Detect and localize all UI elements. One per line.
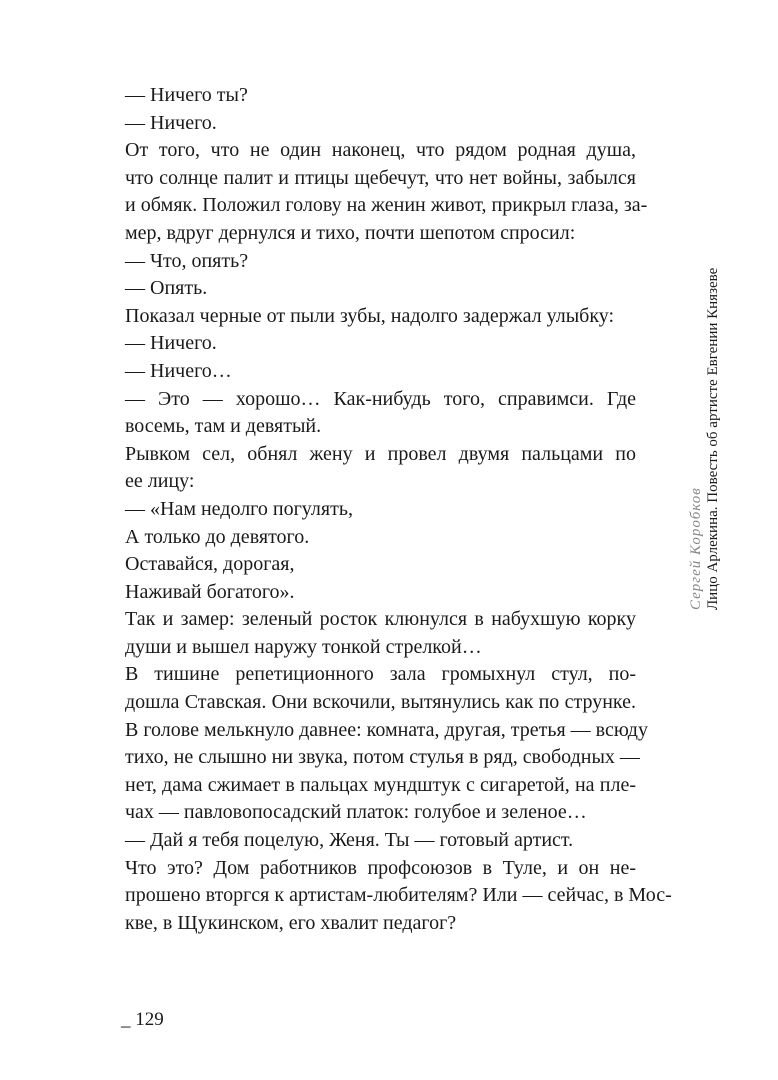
paragraph	[104, 855, 672, 938]
text-line: В голове мелькнуло давнее: комната, другая, третья — всюду	[125, 718, 648, 741]
paragraph: — Ничего ты?	[125, 84, 248, 106]
text-line: и обмяк. Положил голову на женин живот, прикрыл глаза, за-	[125, 194, 648, 217]
paragraph: — Дай я тебя поцелую, Женя. Ты — готовый артист.	[125, 829, 574, 852]
paragraph: — Опять.	[125, 277, 208, 300]
text-line: восемь, там и девятый.	[125, 415, 322, 438]
text-line: мер, вдруг дернулся и тихо, почти шепотом спросил:	[125, 221, 576, 244]
paragraph	[104, 606, 636, 661]
text-line: души и вышел наружу тонкой стрелкой…	[125, 635, 482, 658]
text-line: что солнце палит и птицы щебечут, что нет войны, забылся	[125, 166, 636, 189]
text-line: дошла Ставская. Они вскочили, вытянулись как по струнке.	[125, 691, 636, 714]
text-line: От того, что не один наконец, что рядом родная душа,	[125, 139, 636, 162]
paragraph: — Ничего.	[125, 332, 217, 355]
text-line: Рывком сел, обнял жену и провел двумя пальцами по	[125, 442, 636, 465]
text-line: Что это? Дом работников профсоюзов в Туле, и он не-	[125, 856, 636, 879]
verse-line: Оставайся, дорогая,	[125, 553, 295, 576]
text-line: В тишине репетиционного зала громыхнул стул, по-	[125, 663, 636, 686]
text-line: ее лицу:	[125, 470, 195, 493]
paragraph: — Что, опять?	[125, 249, 249, 272]
text-line: — Это — хорошо… Как-нибудь того, справимси. Где	[125, 387, 636, 410]
paragraph	[104, 441, 636, 496]
paragraph	[104, 661, 648, 827]
running-header-title: Лицо Арлекина. Повесть об артисте Евгении Князеве	[704, 267, 721, 610]
verse-line: — «Нам недолго погулять,	[125, 497, 353, 520]
running-header	[688, 268, 722, 610]
text-line: Так и замер: зеленый росток клюнулся в набухшую корку	[125, 608, 636, 631]
verse-line: А только до девятого.	[125, 525, 310, 548]
paragraph: Показал черные от пыли зубы, надолго задержал улыбку:	[125, 304, 615, 327]
verse-line: Наживай богатого».	[125, 580, 295, 603]
page-number: _ 129	[121, 1009, 164, 1030]
main-text	[104, 82, 672, 937]
text-line: тихо, не слышно ни звука, потом стулья в ряд, свободных —	[125, 746, 640, 769]
paragraph	[104, 137, 648, 247]
text-line: нет, дама сжимает в пальцах мундштук с сигаретой, на пле-	[125, 773, 636, 796]
text-line: прошено вторгся к артистам-любителям? Или — сейчас, в Мос-	[125, 884, 672, 907]
paragraph: — Ничего…	[125, 359, 232, 382]
text-line: кве, в Щукинском, его хвалит педагог?	[125, 911, 457, 934]
paragraph: — Ничего.	[125, 111, 217, 134]
text-line: чах — павловопосадский платок: голубое и зеленое…	[125, 801, 587, 824]
running-header-author: Сергей Коробков	[688, 487, 704, 610]
paragraph	[104, 386, 636, 441]
